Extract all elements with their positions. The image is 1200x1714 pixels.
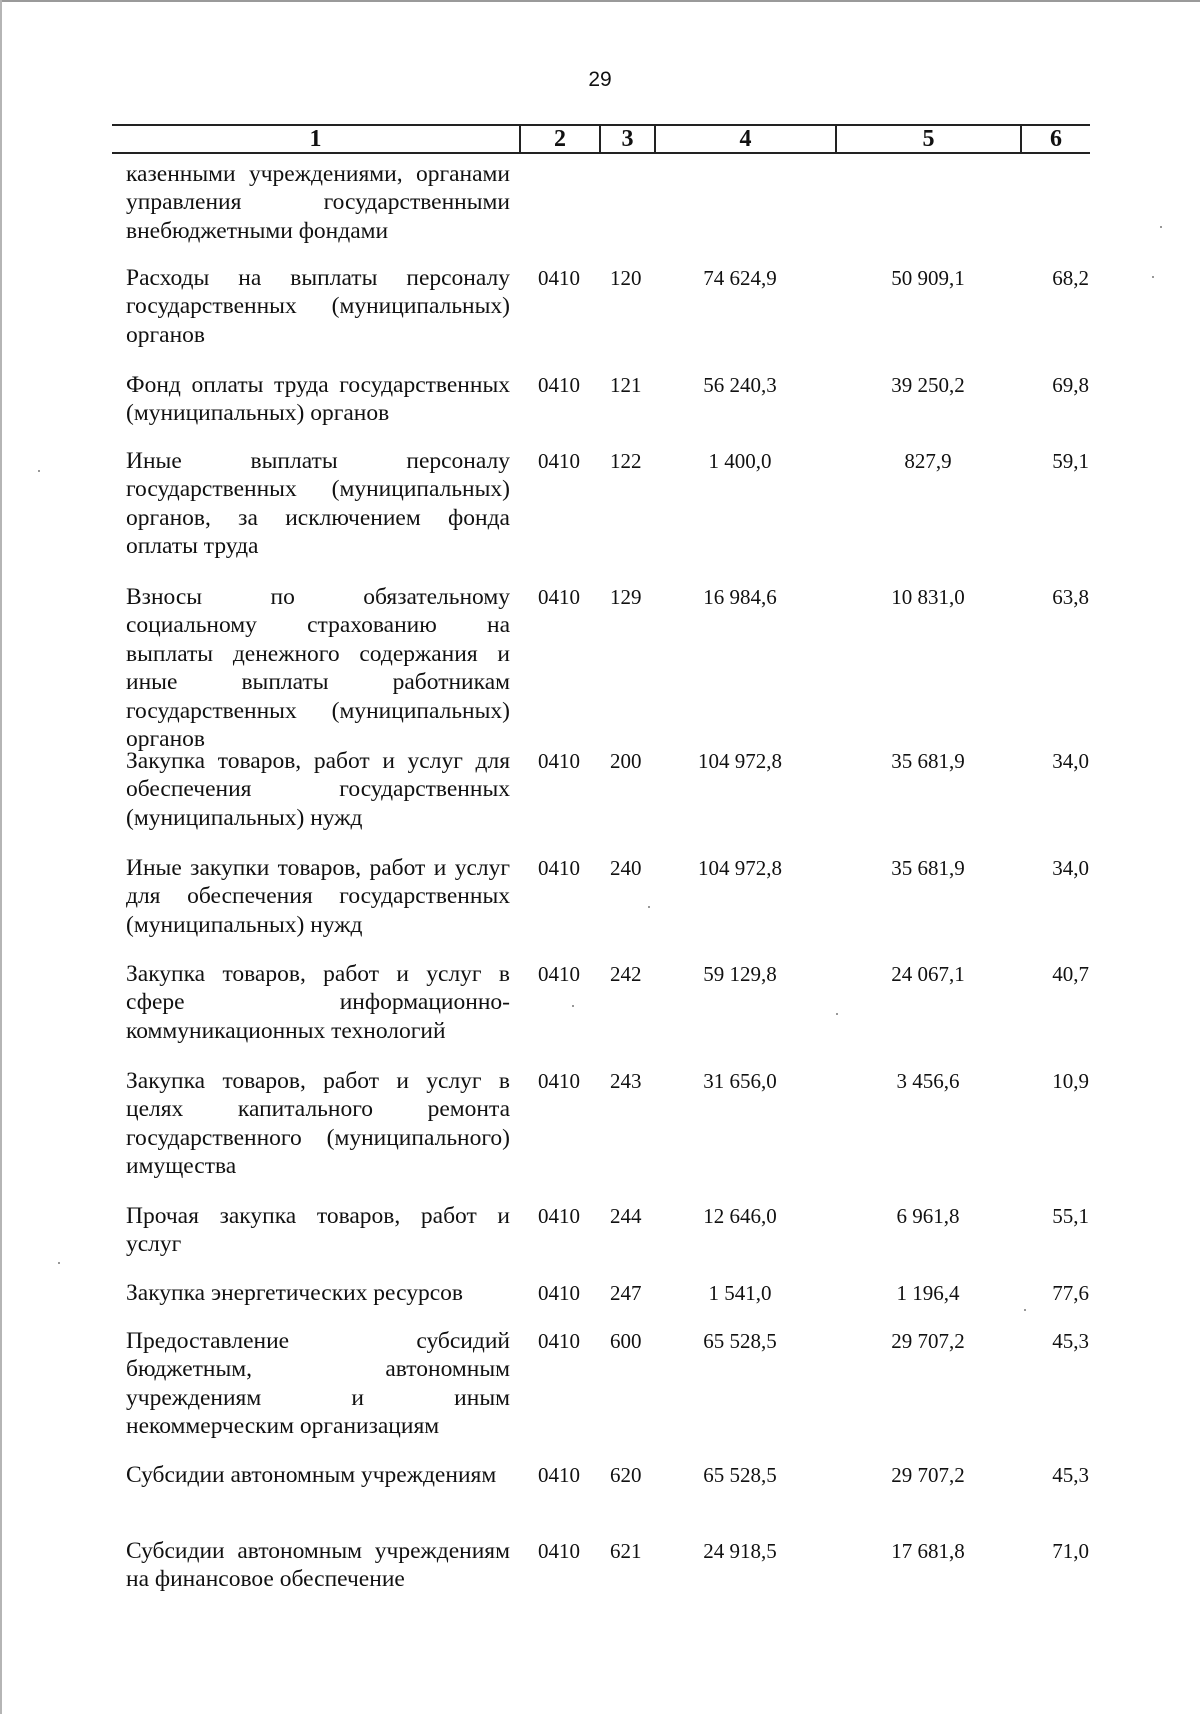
row-description: Субсидии автономным учреждениям на финансовое обеспечение bbox=[126, 1538, 510, 1593]
row-description: Предоставление субсидий бюджетным, автономным учреждениям и иным некоммерческим организациям bbox=[126, 1328, 510, 1440]
row-section-code: 0410 bbox=[538, 1204, 580, 1228]
row-percent: 77,6 bbox=[1052, 1281, 1089, 1305]
row-percent: 71,0 bbox=[1052, 1539, 1089, 1563]
row-percent: 34,0 bbox=[1052, 856, 1089, 880]
row-actual-value: 35 681,9 bbox=[891, 749, 965, 773]
row-description: Иные выплаты персоналу государственных (муниципальных) органов, за исключением фонда оплаты труда bbox=[126, 448, 510, 560]
row-expense-code: 600 bbox=[610, 1329, 642, 1353]
row-percent: 69,8 bbox=[1052, 373, 1089, 397]
row-expense-code: 240 bbox=[610, 856, 642, 880]
row-description: Фонд оплаты труда государственных (муниципальных) органов bbox=[126, 372, 510, 427]
row-section-code: 0410 bbox=[538, 1281, 580, 1305]
row-section-code: 0410 bbox=[538, 1069, 580, 1093]
row-expense-code: 243 bbox=[610, 1069, 642, 1093]
row-description: Прочая закупка товаров, работ и услуг bbox=[126, 1203, 510, 1258]
table-header bbox=[112, 124, 1090, 154]
row-section-code: 0410 bbox=[538, 266, 580, 290]
row-plan-value: 24 918,5 bbox=[703, 1539, 777, 1563]
row-actual-value: 29 707,2 bbox=[891, 1463, 965, 1487]
row-actual-value: 17 681,8 bbox=[891, 1539, 965, 1563]
row-actual-value: 6 961,8 bbox=[896, 1204, 960, 1228]
scan-speck bbox=[58, 1262, 60, 1264]
row-expense-code: 244 bbox=[610, 1204, 642, 1228]
row-expense-code: 242 bbox=[610, 962, 642, 986]
row-expense-code: 621 bbox=[610, 1539, 642, 1563]
header-col-4: 4 bbox=[739, 126, 752, 152]
scan-speck bbox=[1160, 226, 1162, 228]
row-description: Иные закупки товаров, работ и услуг для обеспечения государственных (муниципальных) нужд bbox=[126, 855, 510, 938]
row-expense-code: 120 bbox=[610, 266, 642, 290]
row-plan-value: 104 972,8 bbox=[698, 856, 782, 880]
row-section-code: 0410 bbox=[538, 1463, 580, 1487]
row-actual-value: 3 456,6 bbox=[896, 1069, 960, 1093]
row-description: Взносы по обязательному социальному страхованию на выплаты денежного содержания и иные выплаты работникам государственных (муниципальных) органов bbox=[126, 584, 510, 753]
row-plan-value: 65 528,5 bbox=[703, 1463, 777, 1487]
header-col-1: 1 bbox=[309, 126, 322, 152]
row-section-code: 0410 bbox=[538, 856, 580, 880]
row-expense-code: 200 bbox=[610, 749, 642, 773]
header-bottom-rule bbox=[112, 152, 1090, 154]
row-actual-value: 39 250,2 bbox=[891, 373, 965, 397]
row-section-code: 0410 bbox=[538, 373, 580, 397]
row-actual-value: 827,9 bbox=[904, 449, 952, 473]
row-section-code: 0410 bbox=[538, 962, 580, 986]
row-description: Закупка товаров, работ и услуг в целях капитального ремонта государственного (муниципального) имущества bbox=[126, 1068, 510, 1180]
header-col-6: 6 bbox=[1050, 126, 1062, 152]
row-percent: 55,1 bbox=[1052, 1204, 1089, 1228]
row-plan-value: 16 984,6 bbox=[703, 585, 777, 609]
row-plan-value: 74 624,9 bbox=[703, 266, 777, 290]
row-section-code: 0410 bbox=[538, 1329, 580, 1353]
row-percent: 45,3 bbox=[1052, 1463, 1089, 1487]
row-plan-value: 1 400,0 bbox=[708, 449, 772, 473]
row-actual-value: 50 909,1 bbox=[891, 266, 965, 290]
row-plan-value: 104 972,8 bbox=[698, 749, 782, 773]
row-description: казенными учреждениями, органами управления государственными внебюджетными фондами bbox=[126, 161, 510, 244]
scan-edge-top bbox=[0, 0, 1200, 2]
scan-edge-left bbox=[0, 0, 2, 1714]
row-percent: 10,9 bbox=[1052, 1069, 1089, 1093]
row-percent: 68,2 bbox=[1052, 266, 1089, 290]
row-plan-value: 59 129,8 bbox=[703, 962, 777, 986]
row-plan-value: 56 240,3 bbox=[703, 373, 777, 397]
row-actual-value: 35 681,9 bbox=[891, 856, 965, 880]
scan-speck bbox=[1152, 276, 1154, 278]
row-expense-code: 129 bbox=[610, 585, 642, 609]
scan-speck bbox=[1024, 1309, 1026, 1311]
scan-speck bbox=[38, 470, 40, 472]
scan-speck bbox=[572, 1005, 574, 1007]
row-expense-code: 620 bbox=[610, 1463, 642, 1487]
row-percent: 34,0 bbox=[1052, 749, 1089, 773]
row-section-code: 0410 bbox=[538, 1539, 580, 1563]
row-plan-value: 65 528,5 bbox=[703, 1329, 777, 1353]
row-percent: 45,3 bbox=[1052, 1329, 1089, 1353]
row-section-code: 0410 bbox=[538, 749, 580, 773]
row-plan-value: 12 646,0 bbox=[703, 1204, 777, 1228]
row-description: Закупка энергетических ресурсов bbox=[126, 1280, 463, 1306]
row-percent: 59,1 bbox=[1052, 449, 1089, 473]
row-expense-code: 121 bbox=[610, 373, 642, 397]
row-expense-code: 247 bbox=[610, 1281, 642, 1305]
row-actual-value: 24 067,1 bbox=[891, 962, 965, 986]
row-plan-value: 1 541,0 bbox=[708, 1281, 772, 1305]
row-actual-value: 29 707,2 bbox=[891, 1329, 965, 1353]
row-description: Субсидии автономным учреждениям bbox=[126, 1462, 497, 1488]
row-percent: 63,8 bbox=[1052, 585, 1089, 609]
row-percent: 40,7 bbox=[1052, 962, 1089, 986]
row-description: Расходы на выплаты персоналу государственных (муниципальных) органов bbox=[126, 265, 510, 348]
page-number: 29 bbox=[588, 68, 612, 91]
scan-speck bbox=[648, 906, 650, 908]
header-col-3: 3 bbox=[621, 126, 634, 152]
header-col-2: 2 bbox=[554, 126, 566, 152]
row-actual-value: 1 196,4 bbox=[896, 1281, 960, 1305]
header-col-5: 5 bbox=[922, 126, 935, 152]
row-section-code: 0410 bbox=[538, 449, 580, 473]
scan-speck bbox=[836, 1013, 838, 1015]
row-section-code: 0410 bbox=[538, 585, 580, 609]
row-expense-code: 122 bbox=[610, 449, 642, 473]
row-description: Закупка товаров, работ и услуг в сфере информационно-коммуникационных технологий bbox=[126, 961, 510, 1044]
row-actual-value: 10 831,0 bbox=[891, 585, 965, 609]
row-description: Закупка товаров, работ и услуг для обеспечения государственных (муниципальных) нужд bbox=[126, 748, 510, 831]
row-plan-value: 31 656,0 bbox=[703, 1069, 777, 1093]
